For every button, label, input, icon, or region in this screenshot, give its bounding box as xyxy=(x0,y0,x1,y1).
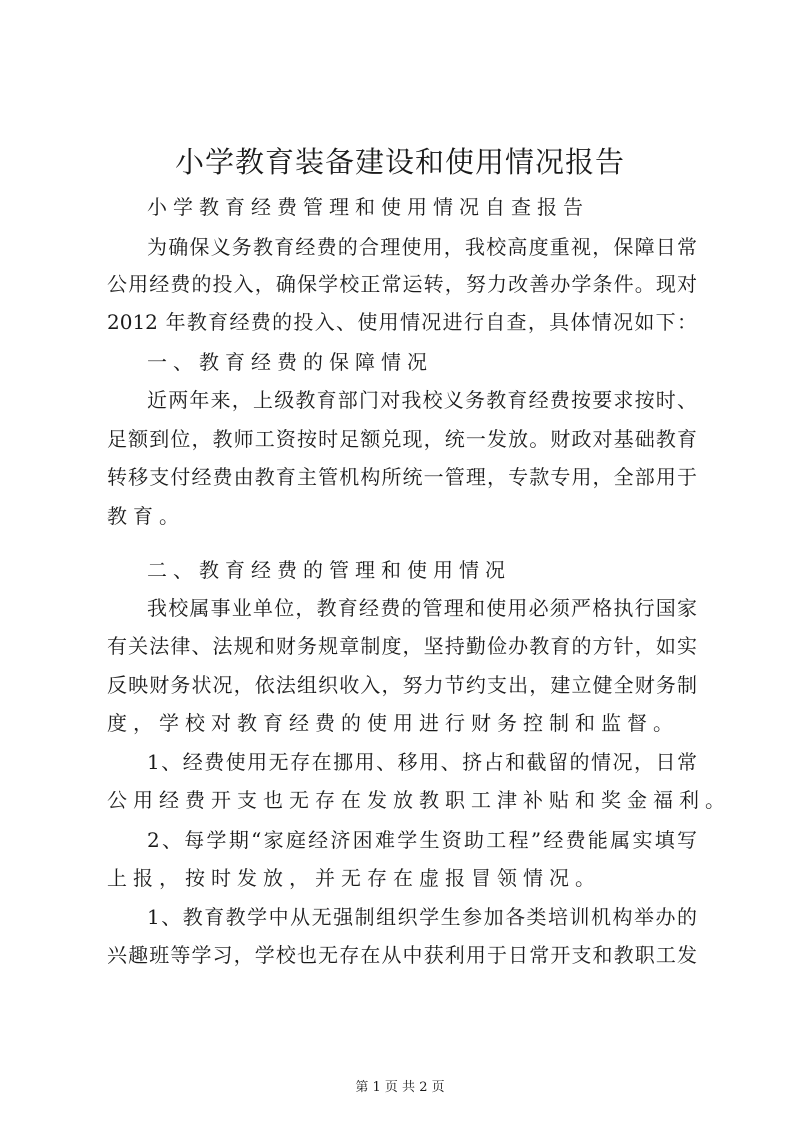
text-line: 我校属事业单位，教育经费的管理和使用必须严格执行国家 xyxy=(147,596,697,620)
text-line: 公用经费开支也无存在发放教职工津补贴和奖金福利。 xyxy=(107,788,731,812)
text-line: 有关法律、法规和财务规章制度，坚持勤俭办教育的方针，如实 xyxy=(107,634,697,658)
text-line: 足额到位，教师工资按时足额兑现，统一发放。财政对基础教育 xyxy=(107,427,697,451)
text-line: 反映财务状况，依法组织收入，努力节约支出，建立健全财务制 xyxy=(107,673,697,697)
text-line: 1、教育教学中从无强制组织学生参加各类培训机构举办的 xyxy=(147,905,697,929)
text-line: 公用经费的投入，确保学校正常运转，努力改善办学条件。现对 xyxy=(107,272,697,296)
text-line: 一、教育经费的保障情况 xyxy=(147,350,433,374)
text-line: 二、教育经费的管理和使用情况 xyxy=(147,558,511,582)
text-line: 转移支付经费由教育主管机构所统一管理，专款专用，全部用于 xyxy=(107,465,697,489)
document-title: 小学教育装备建设和使用情况报告 xyxy=(174,145,625,179)
page-footer: 第 1 页 共 2 页 xyxy=(355,1080,445,1095)
text-line: 2012 年教育经费的投入、使用情况进行自查，具体情况如下： xyxy=(107,310,697,334)
text-line: 为确保义务教育经费的合理使用，我校高度重视，保障日常 xyxy=(147,235,697,259)
text-line: 小学教育经费管理和使用情况自查报告 xyxy=(147,195,589,219)
text-line: 近两年来，上级教育部门对我校义务教育经费按要求按时、 xyxy=(147,388,697,412)
text-line: 上报，按时发放，并无存在虚报冒领情况。 xyxy=(107,866,601,890)
text-line: 1、经费使用无存在挪用、移用、挤占和截留的情况，日常 xyxy=(147,750,697,774)
text-line: 2、每学期“家庭经济困难学生资助工程”经费能属实填写 xyxy=(147,828,697,852)
text-line: 度，学校对教育经费的使用进行财务控制和监督。 xyxy=(107,711,679,735)
text-line: 兴趣班等学习，学校也无存在从中获利用于日常开支和教职工发 xyxy=(107,943,697,967)
text-line: 教育。 xyxy=(107,504,185,528)
